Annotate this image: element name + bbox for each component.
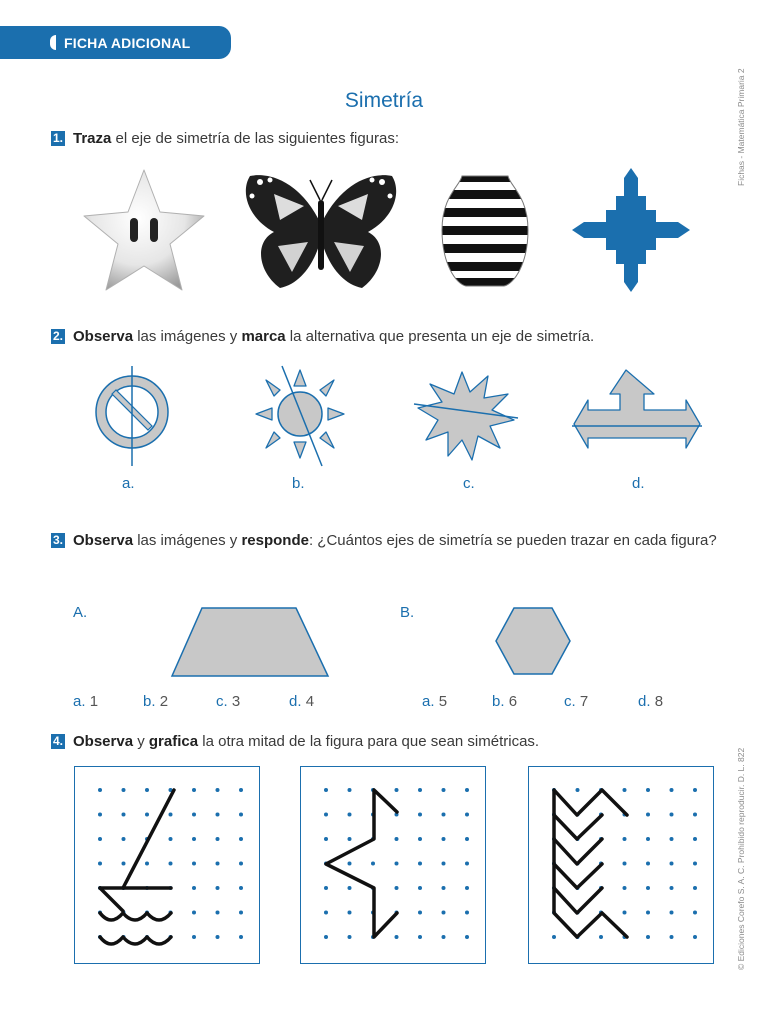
banner-tab-icon bbox=[50, 35, 56, 50]
star-image bbox=[80, 166, 208, 296]
prohibition-sign-figure[interactable] bbox=[92, 366, 172, 470]
side-note-bottom: © Ediciones Corefo S. A. C. Prohibido reproducir. D. L. 822 bbox=[736, 747, 746, 970]
trapezoid-figure bbox=[170, 606, 330, 678]
question-number: 1. bbox=[52, 131, 63, 145]
side-note-top: Fichas - Matemática Primaria 2 bbox=[736, 68, 746, 186]
figure-a-label: A. bbox=[73, 604, 88, 621]
question-2: 2. Observa las imágenes y marca la alternativa que presenta un eje de simetría. bbox=[52, 328, 595, 345]
option-b4[interactable]: d. 8 bbox=[638, 693, 664, 710]
butterfly-image bbox=[240, 172, 402, 292]
dot-grid-2[interactable] bbox=[300, 766, 486, 964]
option-b1[interactable]: a. 5 bbox=[422, 693, 448, 710]
dot-grid-3[interactable] bbox=[528, 766, 714, 964]
banner-label: FICHA ADICIONAL bbox=[64, 34, 191, 51]
figure-b-label: B. bbox=[400, 604, 415, 621]
option-b-label: b. bbox=[292, 475, 305, 492]
chevron-half-drawing bbox=[529, 767, 715, 965]
option-a4[interactable]: d. 4 bbox=[289, 693, 315, 710]
question-4: 4. Observa y grafica la otra mitad de la figura para que sean simétricas. bbox=[52, 733, 540, 750]
section-banner bbox=[0, 26, 231, 59]
cross-figure bbox=[572, 168, 690, 292]
star-half-drawing bbox=[301, 767, 487, 965]
sun-figure[interactable] bbox=[254, 366, 348, 470]
dot-grid-1[interactable] bbox=[74, 766, 260, 964]
option-b3[interactable]: c. 7 bbox=[564, 693, 589, 710]
option-d-label: d. bbox=[632, 475, 645, 492]
vase-image bbox=[440, 172, 530, 288]
option-a-label: a. bbox=[122, 475, 135, 492]
question-1: 1. Traza el eje de simetría de las siguientes figuras: bbox=[52, 130, 400, 147]
hexagon-figure bbox=[494, 606, 572, 676]
option-b2[interactable]: b. 6 bbox=[492, 693, 518, 710]
option-a2[interactable]: b. 2 bbox=[143, 693, 169, 710]
option-a3[interactable]: c. 3 bbox=[216, 693, 241, 710]
burst-figure[interactable] bbox=[414, 370, 518, 462]
option-a1[interactable]: a. 1 bbox=[73, 693, 99, 710]
option-c-label: c. bbox=[463, 475, 475, 492]
question-3: 3. Observa las imágenes y responde: ¿Cuántos ejes de simetría se pueden trazar en cada figura? bbox=[52, 532, 717, 549]
sailboat-half-drawing bbox=[75, 767, 261, 965]
page-title: Simetría bbox=[344, 89, 424, 112]
arrows-figure[interactable] bbox=[572, 368, 702, 454]
